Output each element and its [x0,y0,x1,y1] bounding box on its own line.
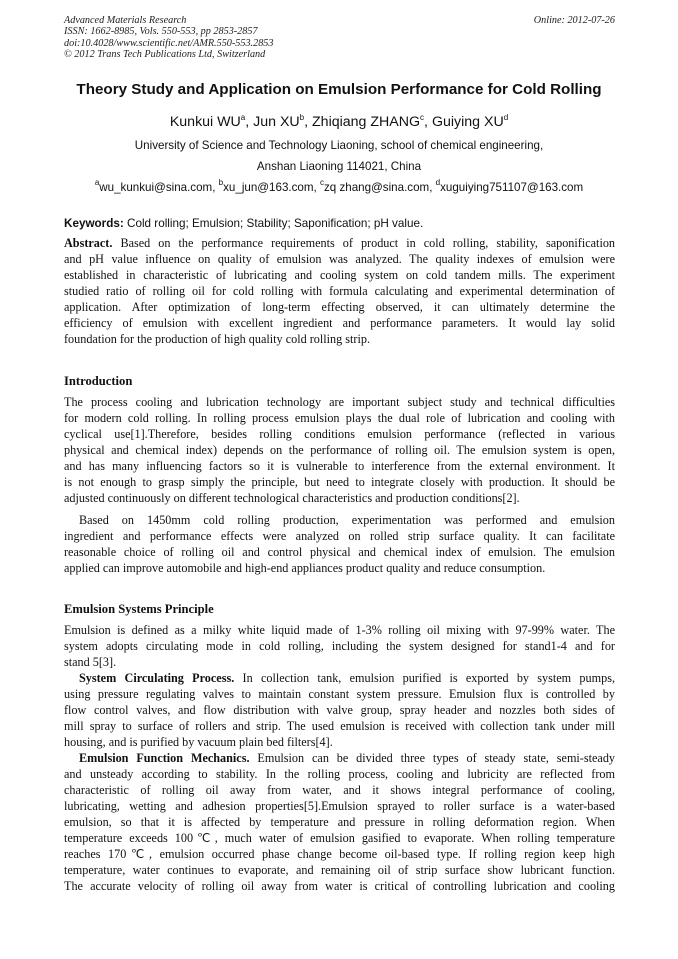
copyright-line: © 2012 Trans Tech Publications Ltd, Switzerland [64,49,266,61]
text-line: using pressure regulating valves to maintain constant system pressure. Emulsion flux is controlled by [64,686,615,701]
subsection-label: System Circulating Process. [79,671,235,685]
affiliation-line-1: University of Science and Technology Liaoning, school of chemical engineering, [134,139,544,152]
text-line: Based on 1450mm cold rolling production, experimentation was performed and emulsion [79,513,615,527]
author-sup: d [503,113,509,122]
text-line: adjusted continuously on different technological characteristics and production conditions[2]. [64,490,520,505]
text-line: lubricating, wetting and adhesion properties[5].Emulsion sprayed to roller surface is a water-based [64,798,615,813]
text-line: housing, and is purified by vacuum plain bed filters[4]. [64,734,333,749]
email-sup: a [94,178,100,187]
author-name: Zhiqiang ZHANG [312,114,421,130]
text-line: The accurate velocity of rolling oil away from water is critical of controlling lubrication and cooling [64,878,615,893]
section-heading-introduction: Introduction [64,374,133,388]
text-line: applied can improve automobile and high-end appliances product quality and reduce consumption. [64,560,546,575]
text-line: foundation for the production of high quality cold rolling strip. [64,331,370,346]
text-line: physical and chemical index) depends on the performance of rolling oil. The emulsion system is open, [64,442,615,457]
email-address: xu_jun@163.com [223,181,314,194]
text-line: system adopts circulating mode in cold rolling, including the system designed for stand1-4 and for [64,638,615,653]
text-line: reaches 170℃, emulsion occurred phase change become oil-based type. If rolling region keep high [64,846,615,861]
introduction-paragraph-2 [64,513,615,577]
text-line: for modern cold rolling. In rolling process emulsion plays the dual role of lubrication and cooling with [64,410,615,425]
text-line: The process cooling and lubrication technology are important subject study and technical difficulties [64,395,615,409]
text-line: and pH value influence on quality of emulsion was analyzed. The quality indexes of emulsion were [64,251,615,266]
introduction-paragraph-1 [64,395,615,507]
text-line: Abstract. Based on the performance requirements of product in cold rolling, stability, saponification [64,236,616,250]
issn-line: ISSN: 1662-8985, Vols. 550-553, pp 2853-2857 [64,26,258,38]
doi-line: doi:10.4028/www.scientific.net/AMR.550-553.2853 [64,37,274,49]
paper-title: Theory Study and Application on Emulsion Performance for Cold Rolling [76,81,602,98]
principle-paragraph-1 [64,623,615,671]
journal-header [64,15,615,61]
text-line: stand 5[3]. [64,654,117,669]
email-sup: b [218,178,224,187]
abstract-label: Abstract. [64,236,113,250]
text-line: mill spray to surface of rollers and strip. The used emulsion is received with collection tank under mill [64,718,615,733]
text-line: efficiency of emulsion with excellent ingredient and performance parameters. It would lay solid [64,315,615,330]
section-heading-principle: Emulsion Systems Principle [64,602,214,616]
text-line: System Circulating Process. In collection tank, emulsion purified is exported by system pumps, [79,671,615,685]
text-line: and has many influencing factors so it is vulnerable to interference from the external environment. It [64,458,615,473]
keywords-text: Cold rolling; Emulsion; Stability; Saponification; pH value. [127,217,424,230]
online-date: Online: 2012-07-26 [533,15,615,26]
abstract-paragraph [64,236,615,348]
author-sup: a [240,113,246,122]
author-sup: c [420,113,425,122]
author-name: Guiying XU [431,114,504,130]
text-line: temperature, water continues to evaporate, and remaining oil of strip surface show lubricant function. [64,862,615,877]
text-line: application. After optimization of long-term effecting observed, it can ultimately determine the [64,299,615,314]
principle-paragraph-3 [64,751,615,894]
text-line: reasonable choice of rolling oil and control physical and chemical index of emulsion. The emulsion [64,544,615,559]
keywords-label: Keywords: [64,217,124,230]
keywords-line [64,217,615,231]
author-name: Jun XU [253,114,300,130]
email-list: $^a$wu_kunkui@sina.com, $^b$xu_jun@163.com, $^c$zq zhang@sina.com, $^d$xuguiying751107@163.com [94,178,584,194]
journal-name: Advanced Materials Research [64,15,187,26]
email-address: xuguiying751107@163.com [440,181,584,194]
author-name: Kunkui WU [169,114,241,130]
email-sup: c [319,178,324,187]
affiliation-line-2: Anshan Liaoning 114021, China [256,160,422,173]
text-line: emulsion, so that it is affected by temperature and pressure in rolling deformation region. When [64,814,615,829]
text-line: temperature exceeds 100℃, much water of emulsion gasified to evaporate. When rolling temperature [64,830,615,845]
text-line: flow control valves, and flow distribution with valve group, spray header and nozzles both sides of [64,702,615,717]
text-line: Emulsion Function Mechanics. Emulsion can be divided three types of steady state, semi-steady [79,751,616,765]
email-address: zq zhang@sina.com [323,181,430,194]
principle-paragraph-2 [64,671,615,751]
text-line: and unsteady according to stability. In the rolling process, cooling and lubricity are reflected from [64,766,615,781]
text-line: characteristic of rolling oil away from water, and it shows integral performance of cooling, [64,782,615,797]
text-line: cyclical use[1].Therefore, besides rolling conditions emulsion performance (reflected in various [64,426,615,441]
text-line: established in characteristic of lubricating and cooling system on cold tandem mills. The experiment [64,267,615,282]
text-line: Emulsion is defined as a milky white liquid made of 1-3% rolling oil mixing with 97-99% water. The [64,623,615,637]
email-sup: d [435,178,441,187]
text-line: studied ratio of rolling oil for cold rolling with formula calculating and experimental determination of [64,283,615,298]
text-line: is not enough to grasp simply the principle, but need to integrate closely with production. It should be [64,474,615,489]
text-line: ingredient and performance effects were analyzed on rolled strip surface quality. It can facilitate [64,528,615,543]
subsection-label: Emulsion Function Mechanics. [79,751,250,765]
author-list: Kunkui $WU^a$, Jun $XU^b$, Zhiqiang ZHANG$^c$, Guiying $XU^d$ [169,113,509,130]
author-sup: b [299,113,305,122]
email-address: wu_kunkui@sina.com [99,181,213,194]
